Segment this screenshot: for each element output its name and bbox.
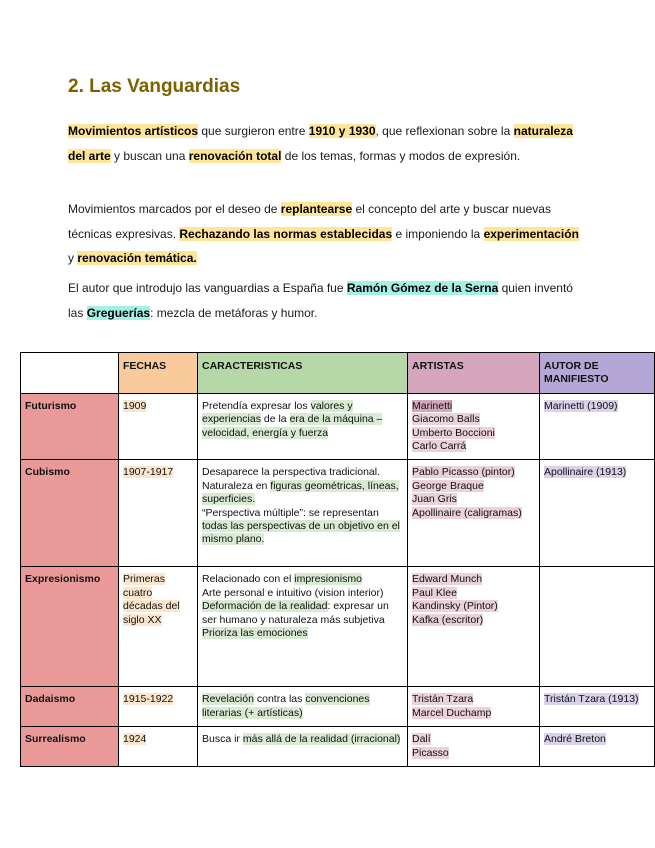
highlight-naturaleza: naturaleza del arte bbox=[68, 124, 573, 163]
artistas-cell: Edward Munch Paul Klee Kandinsky (Pintor) Kafka (escritor) bbox=[408, 567, 540, 687]
highlight-movimientos: Movimientos artísticos bbox=[68, 124, 199, 138]
text: quien inventó las bbox=[68, 281, 573, 320]
header-artistas: ARTISTAS bbox=[408, 353, 540, 394]
autor-cell: Apollinaire (1913) bbox=[540, 460, 655, 567]
text: de los temas, formas y modos de expresión. bbox=[281, 148, 521, 163]
highlight-years: 1910 y 1930 bbox=[308, 124, 376, 138]
text: y bbox=[68, 251, 78, 265]
text: : mezcla de metáforas y humor. bbox=[150, 305, 318, 320]
autor-cell bbox=[540, 567, 655, 687]
highlight-experimentacion: experimentación bbox=[483, 226, 579, 241]
fecha-cell: 1907-1917 bbox=[119, 460, 198, 567]
autor-cell: Tristán Tzara (1913) bbox=[540, 687, 655, 727]
highlight-ramon: Ramón Gómez de la Serna bbox=[346, 281, 499, 295]
text: el concepto del arte y buscar nuevas técnicas expresivas. bbox=[68, 202, 551, 241]
highlight-replantearse: replantearse bbox=[280, 202, 353, 216]
caracteristicas-cell: Pretendía expresar los valores y experiencias de la era de la máquina – velocidad, energía y fuerza bbox=[198, 393, 408, 460]
fecha-cell: 1915-1922 bbox=[119, 687, 198, 727]
highlight-renovacion: renovación total bbox=[188, 148, 282, 163]
table-header-row bbox=[21, 353, 655, 394]
movement-name: Dadaismo bbox=[21, 687, 119, 727]
highlight-greguerias: Greguerías bbox=[86, 305, 151, 320]
movement-name: Expresionismo bbox=[21, 567, 119, 687]
paragraph-deseo bbox=[68, 197, 588, 271]
header-autor: AUTOR DE MANIFIESTO bbox=[540, 353, 655, 394]
caracteristicas-cell: Desaparece la perspectiva tradicional. Naturaleza en figuras geométricas, líneas, superficies. “Perspectiva múltiple”: se representan todas las perspectivas de un objetivo en el mismo plano. bbox=[198, 460, 408, 567]
fecha-cell: Primeras cuatro décadas del siglo XX bbox=[119, 567, 198, 687]
artistas-cell: Pablo Picasso (pintor) George Braque Juan Gris Apollinaire (caligramas) bbox=[408, 460, 540, 567]
text: y buscan una bbox=[110, 148, 189, 163]
highlight-rechazando: Rechazando las normas establecidas bbox=[179, 226, 393, 241]
movement-name: Cubismo bbox=[21, 460, 119, 567]
table-row bbox=[21, 567, 655, 687]
caracteristicas-cell: Revelación contra las convenciones literarias (+ artísticas) bbox=[198, 687, 408, 727]
table-row bbox=[21, 460, 655, 567]
highlight-renovacion-tematica: renovación temática. bbox=[77, 251, 197, 265]
fecha-cell: 1909 bbox=[119, 393, 198, 460]
autor-cell: Marinetti (1909) bbox=[540, 393, 655, 460]
text: , que reflexionan sobre la bbox=[375, 124, 514, 138]
page-title: 2. Las Vanguardias bbox=[68, 76, 241, 97]
movement-name: Futurismo bbox=[21, 393, 119, 460]
paragraph-autor bbox=[68, 276, 588, 325]
table-row bbox=[21, 727, 655, 767]
table-row bbox=[21, 393, 655, 460]
text: e imponiendo la bbox=[392, 226, 484, 241]
header-caracteristicas: CARACTERISTICAS bbox=[198, 353, 408, 394]
autor-cell: André Breton bbox=[540, 727, 655, 767]
table-row bbox=[21, 687, 655, 727]
text: que surgieron entre bbox=[198, 124, 309, 138]
vanguardias-table bbox=[20, 352, 655, 767]
header-fechas: FECHAS bbox=[119, 353, 198, 394]
artistas-cell: Dalí Picasso bbox=[408, 727, 540, 767]
caracteristicas-cell: Busca ir más allá de la realidad (irracional) bbox=[198, 727, 408, 767]
caracteristicas-cell: Relacionado con el impresionismo Arte personal e intuitivo (vision interior) Deformación de la realidad: expresar un ser humano y naturaleza más subjetiva Prioriza las emociones bbox=[198, 567, 408, 687]
movement-name: Surrealismo bbox=[21, 727, 119, 767]
paragraph-intro bbox=[68, 119, 588, 168]
text: El autor que introdujo las vanguardias a España fue bbox=[68, 281, 347, 295]
artistas-cell: Tristán Tzara Marcel Duchamp bbox=[408, 687, 540, 727]
text: Movimientos marcados por el deseo de bbox=[68, 202, 281, 216]
fecha-cell: 1924 bbox=[119, 727, 198, 767]
header-empty bbox=[21, 353, 119, 394]
artistas-cell: Marinetti Giacomo Balls Umberto Boccioni Carlo Carrá bbox=[408, 393, 540, 460]
